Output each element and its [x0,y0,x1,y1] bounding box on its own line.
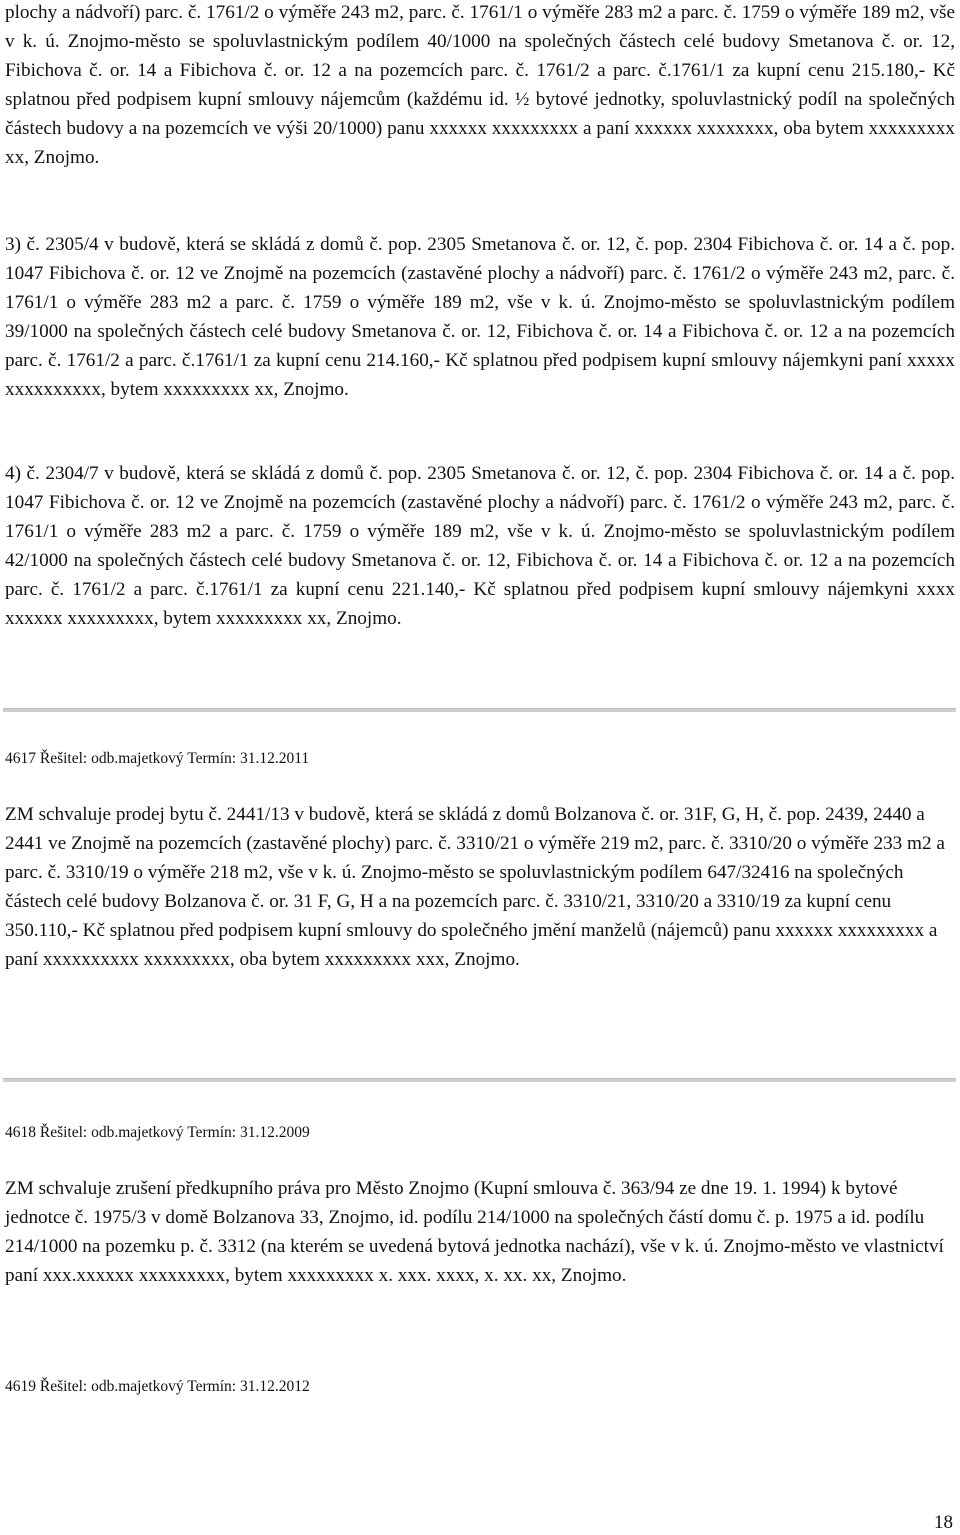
paragraph-item4: 4) č. 2304/7 v budově, která se skládá z domů č. pop. 2305 Smetanova č. or. 12, č. pop. 2304 Fibichova č. or. 14 a č. pop. 1047 Fibichova č. or. 12 ve Znojmě na pozemcích (zastavěné plochy a nádvoří) parc. č. 1761/2 o výměře 243 m2, parc. č. 1761/1 o výměře 283 m2 a parc. č. 1759 o výměře 189 m2, vše v k. ú. Znojmo-město se spoluvlastnickým podílem 42/1000 na společných částech celé budovy Smetanova č. or. 12, Fibichova č. or. 14 a Fibichova č. or. 12 a na pozemcích parc. č. 1761/2 a parc. č.1761/1 za kupní cenu 221.140,- Kč splatnou před podpisem kupní smlouvy nájemkyni xxxx xxxxxx xxxxxxxxx, bytem xxxxxxxxx xx, Znojmo. [5,463,955,629]
paragraph-item3: 3) č. 2305/4 v budově, která se skládá z domů č. pop. 2305 Smetanova č. or. 12, č. pop. 2304 Fibichova č. or. 14 a č. pop. 1047 Fibichova č. or. 12 ve Znojmě na pozemcích (zastavěné plochy a nádvoří) parc. č. 1761/2 o výměře 243 m2, parc. č. 1761/1 o výměře 283 m2 a parc. č. 1759 o výměře 189 m2, vše v k. ú. Znojmo-město se spoluvlastnickým podílem 39/1000 na společných částech celé budovy Smetanova č. or. 12, Fibichova č. or. 14 a Fibichova č. or. 12 a na pozemcích parc. č. 1761/2 a parc. č.1761/1 za kupní cenu 214.160,- Kč splatnou před podpisem kupní smlouvy nájemkyni paní xxxxx xxxxxxxxxx, bytem xxxxxxxxx xx, Znojmo. [5,234,955,400]
resolution-header-4617: 4617 Řešitel: odb.majetkový Termín: 31.12.2011 [5,750,310,767]
resolution-header-4619: 4619 Řešitel: odb.majetkový Termín: 31.12.2012 [5,1378,310,1395]
paragraph-resolution-4617: ZM schvaluje prodej bytu č. 2441/13 v budově, která se skládá z domů Bolzanova č. or. 31F, G, H, č. pop. 2439, 2440 a 2441 ve Znojmě na pozemcích (zastavěné plochy) parc. č. 3310/21 o výměře 219 m2, parc. č. 3310/20 o výměře 233 m2 a parc. č. 3310/19 o výměře 218 m2, vše v k. ú. Znojmo-město se spoluvlastnickým podílem 647/32416 na společných částech celé budovy Bolzanova č. or. 31 F, G, H a na pozemcích parc. č. 3310/21, 3310/20 a 3310/19 za kupní cenu 350.110,- Kč splatnou před podpisem kupní smlouvy do společného jmění manželů (nájemců) panu xxxxxx xxxxxxxxx a paní xxxxxxxxxx xxxxxxxxx, oba bytem xxxxxxxxx xxx, Znojmo. [5,804,945,970]
section-divider [3,1078,956,1082]
page-number: 18 [934,1512,953,1533]
paragraph-resolution-4618: ZM schvaluje zrušení předkupního práva pro Město Znojmo (Kupní smlouva č. 363/94 ze dne 19. 1. 1994) k bytové jednotce č. 1975/3 v domě Bolzanova 33, Znojmo, id. podílu 214/1000 na společných částí domu č. p. 1975 a id. podílu 214/1000 na pozemku p. č. 3312 (na kterém se uvedená bytová jednotka nachází), vše v k. ú. Znojmo-město ve vlastnictví paní xxx.xxxxxx xxxxxxxxx, bytem xxxxxxxxx x. xxx. xxxx, x. xx. xx, Znojmo. [5,1178,944,1286]
section-divider [3,708,956,712]
paragraph-item2-continuation: plochy a nádvoří) parc. č. 1761/2 o výměře 243 m2, parc. č. 1761/1 o výměře 283 m2 a parc. č. 1759 o výměře 189 m2, vše v k. ú. Znojmo-město se spoluvlastnickým podílem 40/1000 na společných částech celé budovy Smetanova č. or. 12, Fibichova č. or. 14 a Fibichova č. or. 12 a na pozemcích parc. č. 1761/2 a parc. č.1761/1 za kupní cenu 215.180,- Kč splatnou před podpisem kupní smlouvy nájemcům (každému id. ½ bytové jednotky, spoluvlastnický podíl na společných částech budovy a na pozemcích ve výši 20/1000) panu xxxxxx xxxxxxxxx a paní xxxxxx xxxxxxxx, oba bytem xxxxxxxxx xx, Znojmo. [5,2,955,168]
resolution-header-4618: 4618 Řešitel: odb.majetkový Termín: 31.12.2009 [5,1124,310,1141]
